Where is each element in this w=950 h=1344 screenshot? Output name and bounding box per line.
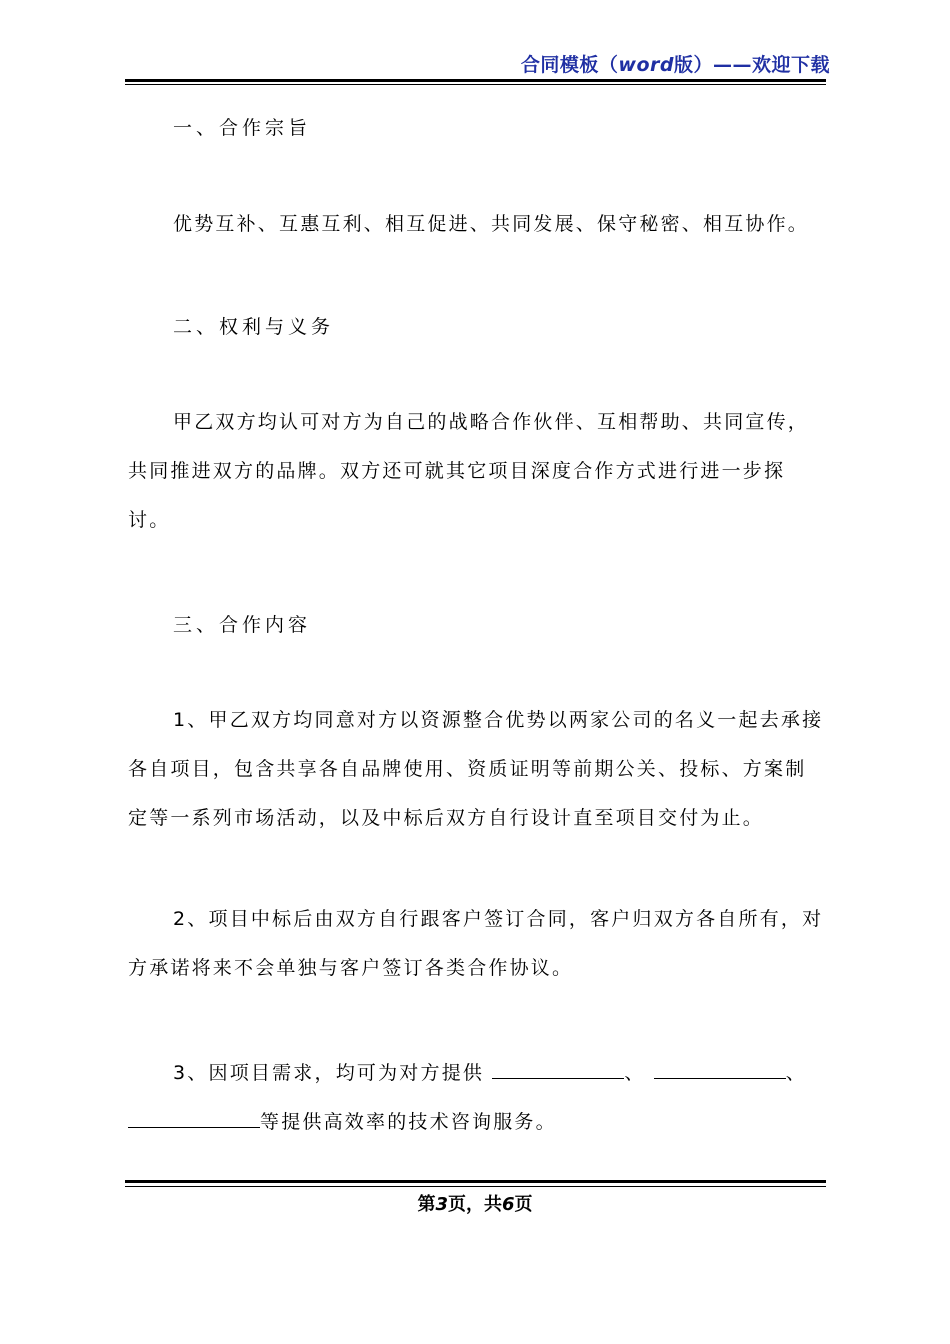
footer-rule-thin bbox=[125, 1186, 826, 1187]
blank-field-3[interactable] bbox=[128, 1107, 260, 1128]
footer-rule bbox=[125, 1180, 826, 1183]
section-2-body: 甲乙双方均认可对方为自己的战略合作伙伴、互相帮助、共同宣传，共同推进双方的品牌。双方还可就其它项目深度合作方式进行进一步探讨。 bbox=[128, 411, 810, 531]
section-1-heading: 一、合作宗旨 bbox=[173, 117, 312, 139]
blank-field-1[interactable] bbox=[492, 1058, 624, 1079]
page-number: 第3页，共6页 bbox=[417, 1194, 533, 1215]
section-1-body: 优势互补、互惠互利、相互促进、共同发展、保守秘密、相互协作。 bbox=[173, 213, 810, 235]
section-3-item-1: 1、甲乙双方均同意对方以资源整合优势以两家公司的名义一起去承接各自项目，包含共享各自品牌使用、资质证明等前期公关、投标、方案制定等一系列市场活动，以及中标后双方自行设计直至项目交付为止。 bbox=[128, 709, 824, 829]
header-title-prefix: 合同模板（ bbox=[520, 54, 619, 76]
header-title-suffix: 版）——欢迎下载 bbox=[673, 54, 830, 76]
section-3-item-3: 3、因项目需求，均可为对方提供 、 、 等提供高效率的技术咨询服务。 bbox=[128, 1049, 826, 1147]
header-title bbox=[521, 50, 830, 77]
section-3-heading: 三、合作内容 bbox=[173, 614, 312, 636]
header-rule bbox=[125, 79, 826, 82]
section-3-item-2: 2、项目中标后由双方自行跟客户签订合同，客户归双方各自所有，对方承诺将来不会单独与客户签订各类合作协议。 bbox=[128, 908, 824, 979]
section-2-heading: 二、权利与义务 bbox=[173, 316, 335, 338]
header-title-word: word bbox=[618, 54, 674, 76]
blank-field-2[interactable] bbox=[654, 1058, 786, 1079]
header-rule-thin bbox=[125, 84, 826, 85]
